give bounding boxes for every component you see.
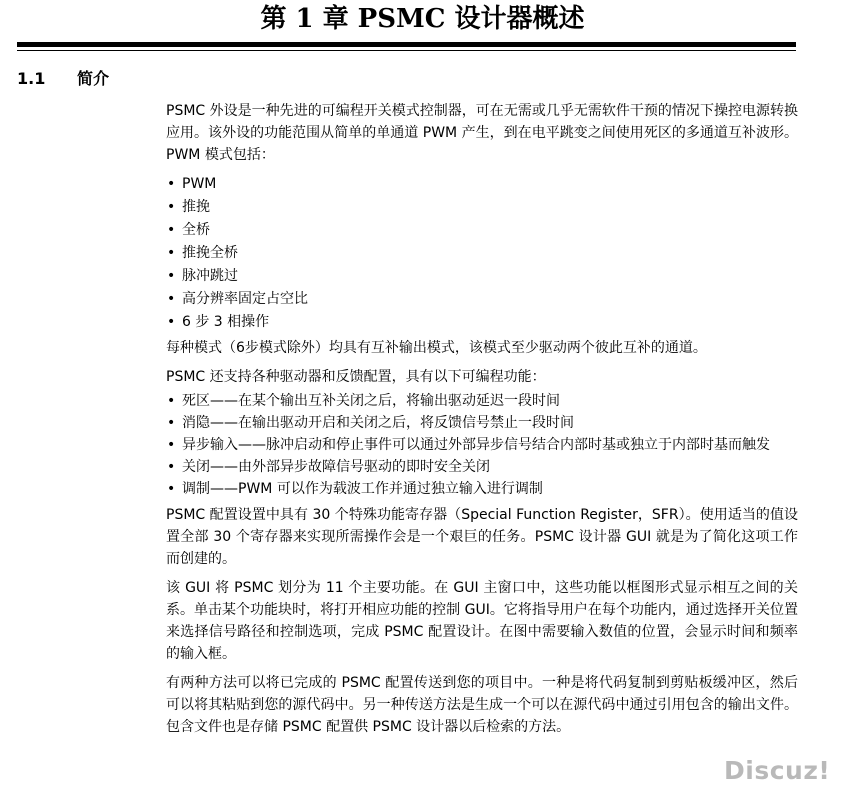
list-item: [166, 478, 798, 500]
list-item-text: 推挽: [182, 199, 210, 215]
pwm-mode-list: [166, 173, 798, 333]
list-item: [166, 265, 798, 287]
bullet-icon: •: [167, 459, 176, 475]
list-item: [166, 196, 798, 218]
bullet-icon: •: [167, 291, 176, 307]
list-item: [166, 456, 798, 478]
list-item: [166, 219, 798, 241]
list-item-text: 关闭——由外部异步故障信号驱动的即时安全关闭: [182, 459, 490, 475]
list-item: [166, 242, 798, 264]
section-number: 1.1: [17, 69, 46, 88]
title-rule-thin: [17, 50, 796, 51]
list-item-text: 6 步 3 相操作: [182, 314, 270, 330]
list-item: [166, 311, 798, 333]
bullet-icon: •: [167, 268, 176, 284]
intro-paragraph: PSMC 外设是一种先进的可编程开关模式控制器，可在无需或几乎无需软件干预的情况下操控电源转换应用。该外设的功能范围从简单的单通道 PWM 产生，到在电平跳变之间使用死区的多通道互补波形。PWM 模式包括：: [166, 103, 798, 163]
section-title: 简介: [77, 69, 110, 88]
list-item-text: 死区——在某个输出互补关闭之后，将输出驱动延迟一段时间: [182, 393, 560, 409]
bullet-icon: •: [167, 199, 176, 215]
list-item-text: 消隐——在输出驱动开启和关闭之后，将反馈信号禁止一段时间: [182, 415, 574, 431]
complementary-paragraph: 每种模式（6步模式除外）均具有互补输出模式，该模式至少驱动两个彼此互补的通道。: [166, 340, 707, 356]
list-item-text: 全桥: [182, 222, 210, 238]
bullet-icon: •: [167, 176, 176, 192]
list-item: [166, 173, 798, 195]
list-item: [166, 412, 798, 434]
list-item-text: 异步输入——脉冲启动和停止事件可以通过外部异步信号结合内部时基或独立于内部时基而触发: [182, 437, 770, 453]
list-item-text: 调制——PWM 可以作为载波工作并通过独立输入进行调制: [182, 481, 543, 497]
list-item-text: 高分辨率固定占空比: [182, 291, 308, 307]
bullet-icon: •: [167, 415, 176, 431]
feature-list: [166, 390, 798, 500]
list-item: [166, 288, 798, 310]
sfr-paragraph: PSMC 配置设置中具有 30 个特殊功能寄存器（Special Function Register，SFR）。使用适当的值设置全部 30 个寄存器来实现所需操作会是一个艰巨的任务。PSMC 设计器 GUI 就是为了简化这项工作而创建的。: [166, 507, 798, 567]
bullet-icon: •: [167, 245, 176, 261]
section-body: [166, 100, 798, 745]
list-item-text: 脉冲跳过: [182, 268, 238, 284]
watermark-logo: Discuz!: [724, 756, 831, 785]
bullet-icon: •: [167, 314, 176, 330]
bullet-icon: •: [167, 222, 176, 238]
bullet-icon: •: [167, 393, 176, 409]
bullet-icon: •: [167, 481, 176, 497]
list-item: [166, 434, 798, 456]
list-item-text: 推挽全桥: [182, 245, 238, 261]
features-intro: PSMC 还支持各种驱动器和反馈配置，具有以下可编程功能：: [166, 369, 546, 385]
title-rule-thick: [17, 42, 796, 47]
transfer-paragraph: 有两种方法可以将已完成的 PSMC 配置传送到您的项目中。一种是将代码复制到剪贴板缓冲区，然后可以将其粘贴到您的源代码中。另一种传送方法是生成一个可以在源代码中通过引用包含的输出文件。包含文件也是存储 PSMC 配置供 PSMC 设计器以后检索的方法。: [166, 675, 798, 735]
list-item: [166, 390, 798, 412]
gui-paragraph: 该 GUI 将 PSMC 划分为 11 个主要功能。在 GUI 主窗口中，这些功能以框图形式显示相互之间的关系。单击某个功能块时，将打开相应功能的控制 GUI。它将指导用户在每个功能内，通过选择开关位置来选择信号路径和控制选项，完成 PSMC 配置设计。在图中需要输入数值的位置，会显示时间和频率的输入框。: [166, 580, 798, 662]
bullet-icon: •: [167, 437, 176, 453]
list-item-text: PWM: [182, 176, 217, 192]
chapter-title: 第 1 章 PSMC 设计器概述: [260, 4, 585, 34]
